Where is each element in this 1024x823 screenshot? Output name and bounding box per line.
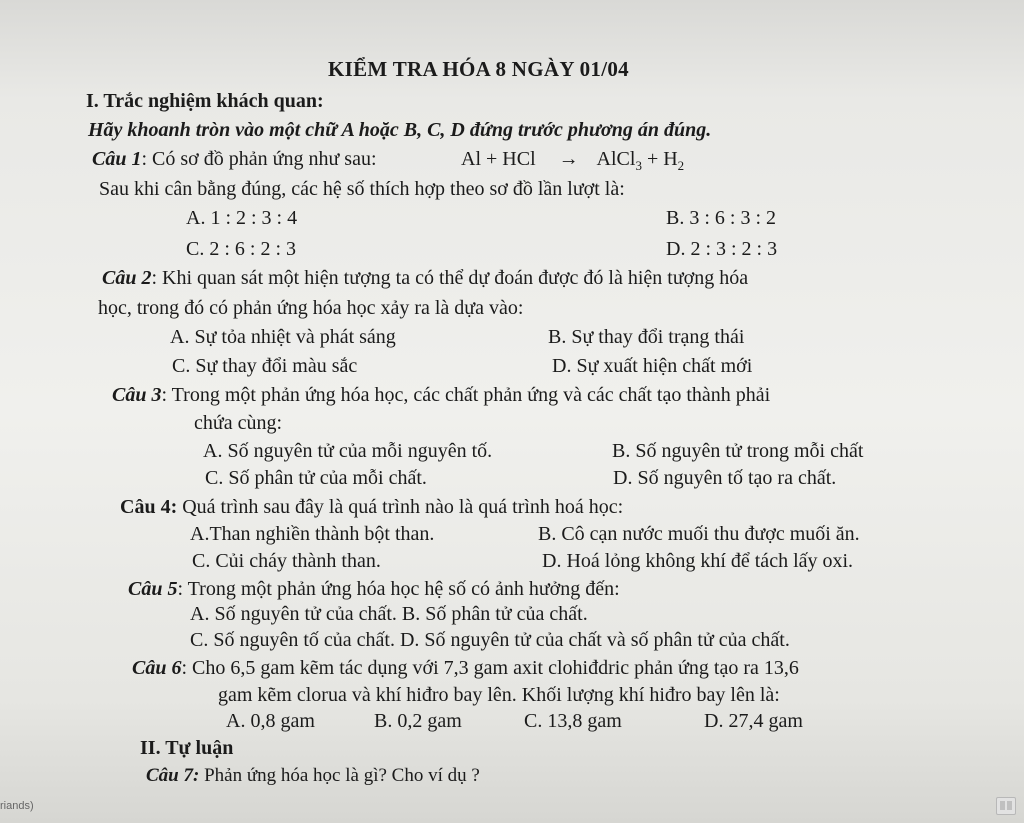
question-4-option-c[interactable]: C. Củi cháy thành than. [192, 550, 381, 572]
question-3-label: Câu 3 [112, 384, 162, 406]
equation-product-b: + H [641, 148, 678, 170]
question-6-option-a[interactable]: A. 0,8 gam [226, 710, 315, 732]
question-6-option-c[interactable]: C. 13,8 gam [524, 710, 622, 732]
question-3-option-c[interactable]: C. Số phân tử của mỗi chất. [205, 467, 427, 489]
equation-product-b-subscript: 2 [677, 158, 685, 173]
question-2 [102, 266, 748, 290]
question-1-option-b[interactable]: B. 3 : 6 : 3 : 2 [666, 207, 777, 229]
question-3-text: : Trong một phản ứng hóa học, các chất phản ứng và các chất tạo thành phải [161, 384, 771, 406]
question-1-text: : Có sơ đồ phản ứng như sau: [141, 148, 377, 170]
question-2-option-c[interactable]: C. Sự thay đổi màu sắc [172, 355, 358, 377]
question-4-label: Câu 4: [120, 496, 178, 518]
question-3 [112, 383, 770, 407]
question-7 [146, 764, 480, 788]
page-title: KIỂM TRA HÓA 8 NGÀY 01/04 [328, 57, 629, 81]
question-4 [120, 495, 623, 519]
question-6-option-b[interactable]: B. 0,2 gam [374, 710, 462, 732]
question-7-label: Câu 7: [146, 765, 200, 786]
question-2-option-b[interactable]: B. Sự thay đổi trạng thái [548, 326, 745, 348]
section-1-heading: I. Trắc nghiệm khách quan: [86, 90, 324, 112]
reaction-arrow-icon: → [558, 148, 579, 170]
question-3-option-d[interactable]: D. Số nguyên tố tạo ra chất. [613, 467, 837, 489]
question-2-option-d[interactable]: D. Sự xuất hiện chất mới [552, 355, 753, 377]
section-1-instruction: Hãy khoanh tròn vào một chữ A hoặc B, C, D đứng trước phương án đúng. [88, 119, 712, 141]
question-2-text: : Khi quan sát một hiện tượng ta có thể dự đoán được đó là hiện tượng hóa [151, 267, 749, 289]
question-4-option-b[interactable]: B. Cô cạn nước muối thu được muối ăn. [538, 523, 860, 545]
question-1-label: Câu 1 [92, 148, 142, 170]
question-6-text: : Cho 6,5 gam kẽm tác dụng với 7,3 gam axit clohiđdric phản ứng tạo ra 13,6 [181, 657, 799, 679]
question-6-line-2: gam kẽm clorua và khí hiđro bay lên. Khối lượng khí hiđro bay lên là: [218, 684, 780, 706]
question-1-option-d[interactable]: D. 2 : 3 : 2 : 3 [666, 238, 778, 260]
question-3-option-a[interactable]: A. Số nguyên tử của mỗi nguyên tố. [203, 440, 493, 462]
equation-reactants: Al + HCl [461, 148, 536, 170]
question-5-text: : Trong một phản ứng hóa học hệ số có ảnh hưởng đến: [177, 578, 620, 600]
question-1 [92, 147, 377, 171]
question-5-label: Câu 5 [128, 578, 178, 600]
question-6 [132, 656, 799, 680]
section-2-heading: II. Tự luận [140, 737, 234, 759]
question-2-line-2: học, trong đó có phản ứng hóa học xảy ra là dựa vào: [98, 297, 524, 319]
question-6-label: Câu 6 [132, 657, 182, 679]
question-1-line-2: Sau khi cân bằng đúng, các hệ số thích hợp theo sơ đồ lần lượt là: [99, 178, 625, 200]
equation-product-a: AlCl [596, 148, 636, 170]
question-5-options-cd[interactable]: C. Số nguyên tố của chất. D. Số nguyên tử của chất và số phân tử của chất. [190, 629, 790, 651]
question-2-label: Câu 2 [102, 267, 152, 289]
question-4-text: Quá trình sau đây là quá trình nào là quá trình hoá học: [177, 496, 624, 518]
question-4-option-a[interactable]: A.Than nghiền thành bột than. [190, 523, 435, 545]
question-5-options-ab[interactable]: A. Số nguyên tử của chất. B. Số phân tử của chất. [190, 603, 588, 625]
question-1-option-a[interactable]: A. 1 : 2 : 3 : 4 [186, 207, 298, 229]
question-1-option-c[interactable]: C. 2 : 6 : 2 : 3 [186, 238, 297, 260]
reaction-equation [461, 147, 684, 171]
question-5 [128, 577, 620, 601]
question-6-option-d[interactable]: D. 27,4 gam [704, 710, 803, 732]
status-bar-text: riands) [0, 800, 34, 812]
equation-product-a-subscript: 3 [635, 158, 642, 173]
question-2-option-a[interactable]: A. Sự tỏa nhiệt và phát sáng [170, 326, 396, 348]
question-4-option-d[interactable]: D. Hoá lỏng không khí để tách lấy oxi. [542, 550, 854, 572]
layout-icon[interactable] [996, 797, 1016, 815]
question-3-line-2: chứa cùng: [194, 412, 283, 434]
question-3-option-b[interactable]: B. Số nguyên tử trong mỗi chất [612, 440, 864, 462]
question-7-text: Phản ứng hóa học là gì? Cho ví dụ ? [199, 765, 480, 786]
